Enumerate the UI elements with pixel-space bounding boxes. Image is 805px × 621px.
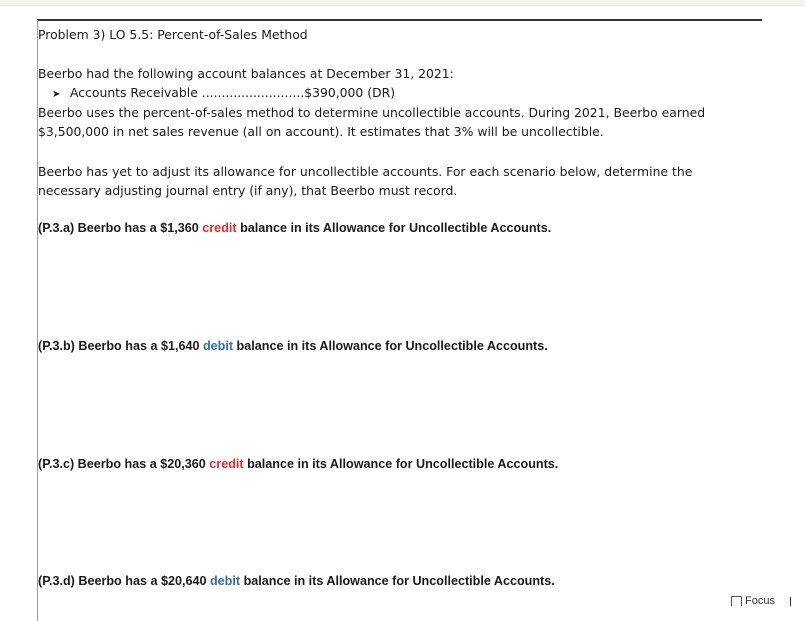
account-leader-dots: ..........................	[197, 85, 305, 100]
scenario-c-suffix: balance in its Allowance for Uncollectible Accounts.	[243, 457, 559, 471]
method-line-1: Beerbo uses the percent-of-sales method to determine uncollectible accounts. During 2021, Beerbo earned	[38, 105, 706, 120]
status-divider	[790, 597, 791, 606]
focus-icon	[731, 596, 742, 606]
problem-title: Problem 3) LO 5.5: Percent-of-Sales Method	[38, 27, 308, 42]
problem-intro: Beerbo had the following account balances at December 31, 2021:	[38, 66, 454, 81]
scenario-d-prefix: (P.3.d) Beerbo has a $20,640	[38, 574, 210, 588]
focus-label: Focus	[745, 595, 775, 606]
scenario-a-suffix: balance in its Allowance for Uncollectible Accounts.	[236, 221, 552, 235]
focus-button[interactable]	[731, 595, 775, 606]
scenario-b-balance-type: debit	[202, 339, 234, 353]
scenario-c-prefix: (P.3.c) Beerbo has a $20,360	[38, 457, 210, 471]
scenario-a-prefix: (P.3.a) Beerbo has a $1,360	[38, 221, 203, 235]
adjust-line-2: necessary adjusting journal entry (if any), that Beerbo must record.	[38, 183, 458, 198]
scenario-a-balance-type: credit	[202, 221, 237, 235]
arrowhead-bullet-icon: ➤	[52, 89, 61, 100]
scenario-d-suffix: balance in its Allowance for Uncollectible Accounts.	[240, 574, 555, 588]
adjust-line-1: Beerbo has yet to adjust its allowance for uncollectible accounts. For each scenario below, determine the	[38, 164, 693, 179]
method-line-2: $3,500,000 in net sales revenue (all on account). It estimates that 3% will be uncollectible.	[38, 124, 604, 139]
scenario-a	[38, 219, 551, 237]
account-label: Accounts Receivable	[70, 85, 198, 100]
scenario-b-prefix: (P.3.b) Beerbo has a $1,640	[38, 339, 203, 353]
scenario-d-balance-type: debit	[209, 574, 241, 588]
scenario-c-balance-type: credit	[209, 457, 244, 471]
scenario-d	[38, 572, 555, 590]
scenario-b	[38, 337, 548, 355]
top-strip	[0, 0, 805, 6]
account-balance-line	[52, 83, 395, 104]
scenario-c	[38, 455, 558, 473]
account-amount: $390,000 (DR)	[304, 85, 396, 100]
scenario-b-suffix: balance in its Allowance for Uncollectible Accounts.	[233, 339, 548, 353]
